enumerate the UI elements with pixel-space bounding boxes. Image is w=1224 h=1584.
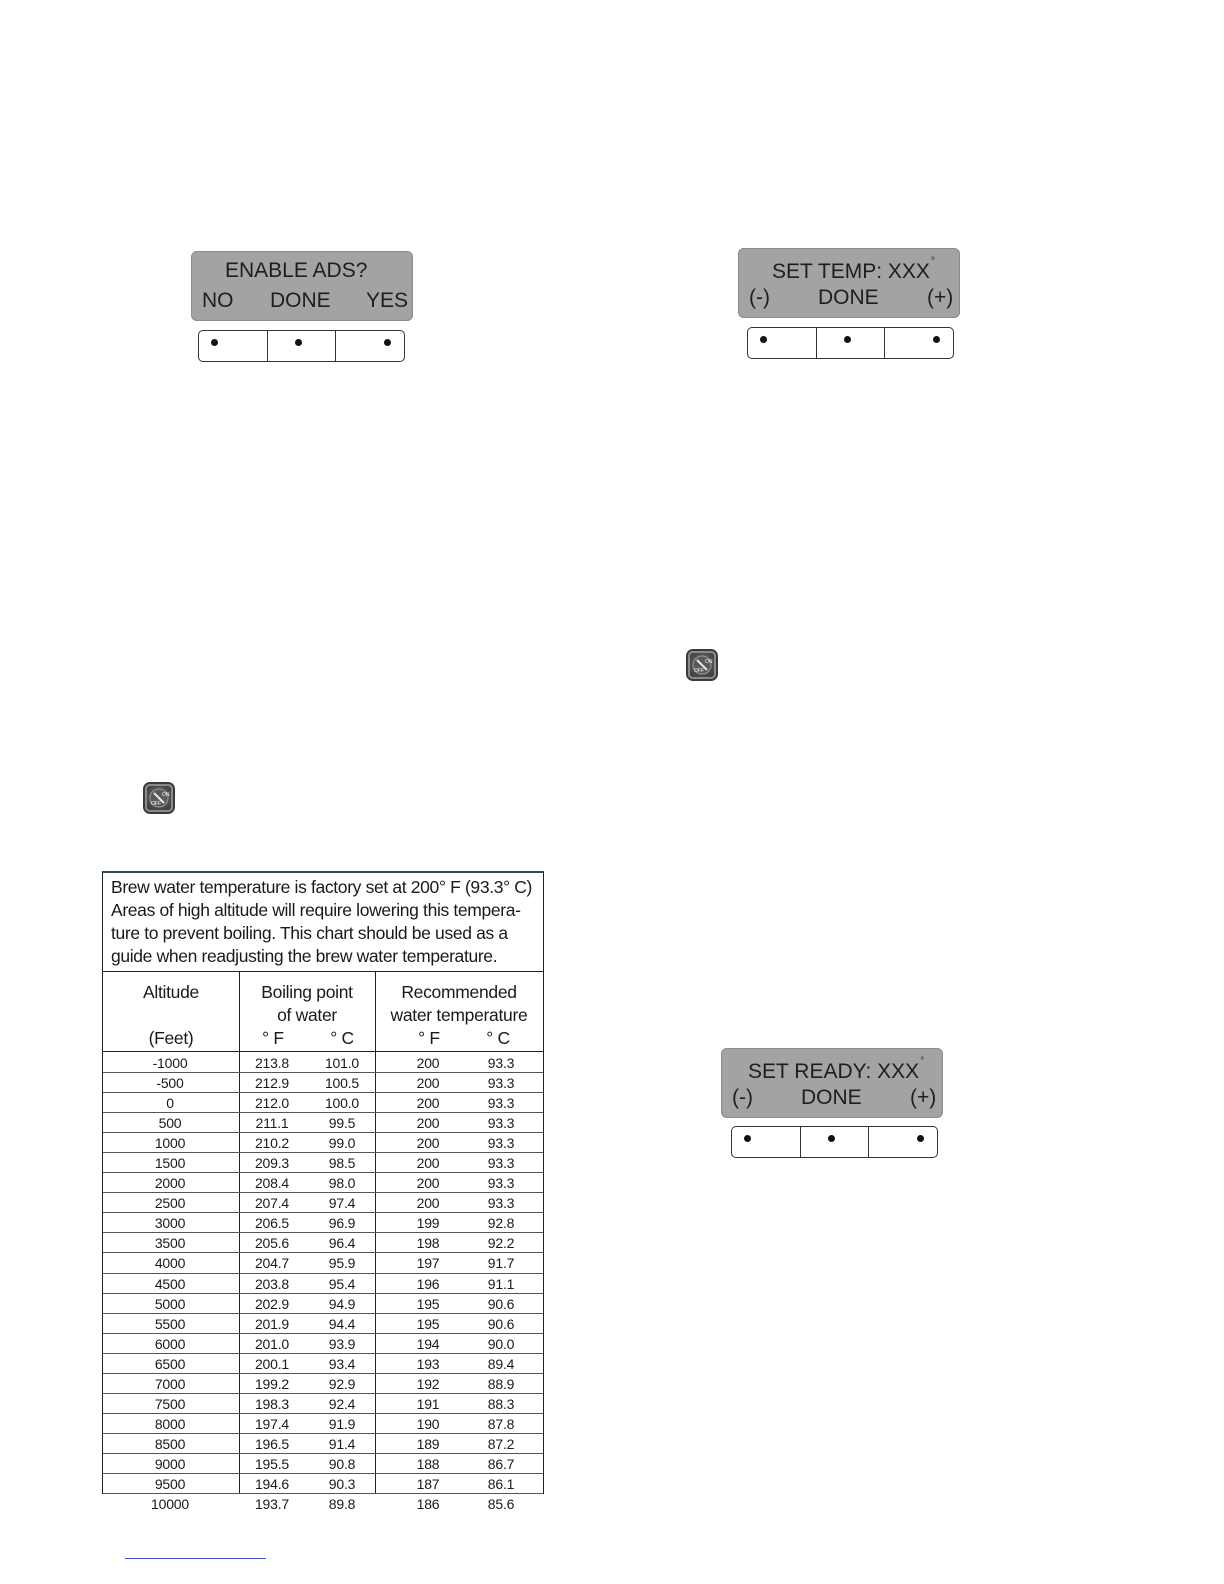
altitude-unit: (Feet) bbox=[148, 1028, 194, 1048]
altitude-cell: 6000 bbox=[154, 1335, 186, 1352]
boiling-c-cell: 92.4 bbox=[328, 1395, 356, 1412]
lcd-right-option: YES bbox=[366, 289, 409, 312]
altitude-cell: 4000 bbox=[154, 1255, 186, 1272]
boiling-f-cell: 200.1 bbox=[254, 1355, 290, 1372]
table-row bbox=[103, 1354, 543, 1374]
boiling-f-cell: 195.5 bbox=[254, 1455, 290, 1472]
recommended-c-cell: 92.8 bbox=[487, 1215, 515, 1232]
boiling-c-cell: 90.8 bbox=[328, 1455, 356, 1472]
table-row bbox=[103, 1414, 543, 1434]
boiling-c-cell: 100.0 bbox=[324, 1095, 360, 1112]
recommended-c-cell: 85.6 bbox=[487, 1496, 515, 1513]
table-row bbox=[103, 1334, 543, 1354]
lcd-button-bar-set-ready bbox=[731, 1126, 938, 1158]
recommended-c-cell: 88.3 bbox=[487, 1395, 515, 1412]
boiling-c-header: ° C bbox=[330, 1028, 354, 1048]
boiling-c-cell: 97.4 bbox=[328, 1195, 356, 1212]
table-row bbox=[103, 1394, 543, 1414]
recommended-c-cell: 87.8 bbox=[487, 1415, 515, 1432]
degree-symbol: ° bbox=[920, 1056, 925, 1067]
table-row bbox=[103, 1474, 543, 1494]
lcd-display-set-ready bbox=[721, 1048, 943, 1118]
recommended-c-cell: 93.3 bbox=[487, 1055, 515, 1071]
boiling-f-header: ° F bbox=[262, 1028, 284, 1048]
center-button[interactable] bbox=[268, 331, 337, 361]
center-button[interactable] bbox=[801, 1127, 870, 1157]
recommended-f-cell: 191 bbox=[416, 1395, 440, 1412]
recommended-f-cell: 200 bbox=[416, 1155, 440, 1172]
boiling-c-cell: 94.4 bbox=[328, 1315, 356, 1332]
boiling-f-cell: 203.8 bbox=[254, 1275, 290, 1292]
recommended-c-cell: 92.2 bbox=[487, 1235, 515, 1252]
recommended-f-cell: 188 bbox=[416, 1455, 440, 1472]
recommended-c-cell: 93.3 bbox=[487, 1095, 515, 1112]
boiling-c-cell: 96.4 bbox=[328, 1235, 356, 1252]
table-row bbox=[103, 1133, 543, 1153]
table-row bbox=[103, 1274, 543, 1294]
recommended-f-cell: 200 bbox=[416, 1135, 440, 1152]
table-note: Brew water temperature is factory set at 200° F (93.3° C) Areas of high altitude will require lowering this tempera- ture to prevent boiling. This chart should be used as a guide when readjusting the brew water temperature. bbox=[111, 877, 533, 966]
table-row bbox=[103, 1314, 543, 1334]
table-body bbox=[103, 1053, 543, 1513]
boiling-c-cell: 89.8 bbox=[328, 1496, 356, 1513]
boiling-f-cell: 198.3 bbox=[254, 1395, 290, 1412]
recommended-temp-header: Recommended water temperature bbox=[390, 982, 528, 1025]
altitude-cell: 0 bbox=[166, 1095, 174, 1112]
recommended-f-cell: 189 bbox=[416, 1435, 440, 1452]
boiling-f-cell: 194.6 bbox=[254, 1475, 290, 1492]
table-row bbox=[103, 1374, 543, 1394]
recommended-f-cell: 195 bbox=[416, 1295, 440, 1312]
altitude-cell: 6500 bbox=[154, 1355, 186, 1372]
recommended-f-cell: 197 bbox=[416, 1255, 440, 1272]
boiling-c-cell: 94.9 bbox=[328, 1295, 356, 1312]
recommended-c-cell: 88.9 bbox=[487, 1375, 515, 1392]
lcd-left-option: (-) bbox=[732, 1086, 753, 1109]
altitude-cell: 4500 bbox=[154, 1275, 186, 1292]
lcd-center-option: DONE bbox=[270, 289, 331, 312]
altitude-temperature-table bbox=[102, 871, 544, 1513]
altitude-cell: 3500 bbox=[154, 1235, 186, 1252]
recommended-c-cell: 89.4 bbox=[487, 1355, 515, 1372]
boiling-f-cell: 202.9 bbox=[254, 1295, 290, 1312]
on-label: ON bbox=[705, 659, 713, 665]
recommended-f-cell: 200 bbox=[416, 1195, 440, 1212]
table-row bbox=[103, 1053, 543, 1073]
lcd-display-enable-ads bbox=[191, 251, 413, 321]
recommended-c-cell: 93.3 bbox=[487, 1075, 515, 1092]
right-button[interactable] bbox=[869, 1127, 937, 1157]
recommended-f-header: ° F bbox=[418, 1028, 440, 1048]
on-off-switch-icon bbox=[688, 651, 716, 679]
recommended-c-cell: 91.1 bbox=[487, 1275, 515, 1292]
altitude-cell: 3000 bbox=[154, 1215, 186, 1232]
table-row bbox=[103, 1233, 543, 1253]
lcd-right-option: (+) bbox=[910, 1086, 937, 1109]
left-button[interactable] bbox=[199, 331, 268, 361]
altitude-cell: 5000 bbox=[154, 1295, 186, 1312]
boiling-c-cell: 91.4 bbox=[328, 1435, 356, 1452]
boiling-f-cell: 196.5 bbox=[254, 1435, 290, 1452]
lcd-prompt: SET TEMP: XXX bbox=[772, 260, 930, 283]
recommended-c-cell: 93.3 bbox=[487, 1115, 515, 1132]
recommended-c-cell: 86.1 bbox=[487, 1475, 515, 1492]
table-row bbox=[103, 1073, 543, 1093]
altitude-cell: 7500 bbox=[154, 1395, 186, 1412]
altitude-cell: 1000 bbox=[154, 1135, 186, 1152]
boiling-f-cell: 204.7 bbox=[254, 1255, 290, 1272]
recommended-c-cell: 86.7 bbox=[487, 1455, 515, 1472]
lcd-prompt: SET READY: XXX bbox=[748, 1060, 920, 1083]
altitude-cell: 9000 bbox=[154, 1455, 186, 1472]
table-row bbox=[103, 1213, 543, 1233]
center-button[interactable] bbox=[817, 328, 886, 358]
recommended-c-cell: 91.7 bbox=[487, 1255, 515, 1272]
boiling-f-cell: 208.4 bbox=[254, 1175, 290, 1192]
off-label: OFF bbox=[694, 668, 704, 674]
recommended-f-cell: 194 bbox=[416, 1335, 440, 1352]
link-underline bbox=[125, 1558, 266, 1559]
recommended-f-cell: 195 bbox=[416, 1315, 440, 1332]
altitude-cell: 2500 bbox=[154, 1195, 186, 1212]
boiling-c-cell: 100.5 bbox=[324, 1075, 360, 1092]
left-button[interactable] bbox=[748, 328, 817, 358]
recommended-f-cell: 190 bbox=[416, 1415, 440, 1432]
lcd-right-option: (+) bbox=[927, 286, 954, 309]
right-button[interactable] bbox=[336, 331, 404, 361]
recommended-f-cell: 199 bbox=[416, 1215, 440, 1232]
boiling-c-cell: 93.4 bbox=[328, 1355, 356, 1372]
altitude-cell: -1000 bbox=[152, 1055, 188, 1071]
table-row bbox=[103, 1173, 543, 1193]
table-row bbox=[103, 1253, 543, 1273]
on-off-switch-icon bbox=[145, 784, 173, 812]
recommended-f-cell: 192 bbox=[416, 1375, 440, 1392]
table-row bbox=[103, 1454, 543, 1474]
altitude-cell: 8000 bbox=[154, 1415, 186, 1432]
recommended-f-cell: 187 bbox=[416, 1475, 440, 1492]
recommended-c-cell: 90.6 bbox=[487, 1295, 515, 1312]
left-button[interactable] bbox=[732, 1127, 801, 1157]
altitude-cell: 7000 bbox=[154, 1375, 186, 1392]
table-row bbox=[103, 1193, 543, 1213]
recommended-c-cell: 93.3 bbox=[487, 1135, 515, 1152]
recommended-f-cell: 196 bbox=[416, 1275, 440, 1292]
boiling-c-cell: 96.9 bbox=[328, 1215, 356, 1232]
boiling-c-cell: 95.4 bbox=[328, 1275, 356, 1292]
recommended-f-cell: 200 bbox=[416, 1055, 440, 1071]
boiling-f-cell: 193.7 bbox=[254, 1496, 290, 1513]
boiling-c-cell: 98.0 bbox=[328, 1175, 356, 1192]
altitude-cell: 8500 bbox=[154, 1435, 186, 1452]
table-row bbox=[103, 1434, 543, 1454]
boiling-f-cell: 199.2 bbox=[254, 1375, 290, 1392]
boiling-c-cell: 91.9 bbox=[328, 1415, 356, 1432]
recommended-f-cell: 193 bbox=[416, 1355, 440, 1372]
recommended-f-cell: 200 bbox=[416, 1075, 440, 1092]
altitude-cell: 2000 bbox=[154, 1175, 186, 1192]
lcd-left-option: NO bbox=[202, 289, 234, 312]
boiling-c-cell: 101.0 bbox=[324, 1055, 360, 1071]
lcd-button-bar-enable-ads bbox=[198, 330, 405, 362]
boiling-f-cell: 212.0 bbox=[254, 1095, 290, 1112]
boiling-f-cell: 206.5 bbox=[254, 1215, 290, 1232]
altitude-cell: 1500 bbox=[154, 1155, 186, 1172]
altitude-cell: 500 bbox=[158, 1115, 182, 1132]
lcd-center-option: DONE bbox=[818, 286, 879, 309]
lcd-left-option: (-) bbox=[749, 286, 770, 309]
recommended-c-cell: 93.3 bbox=[487, 1155, 515, 1172]
boiling-c-cell: 95.9 bbox=[328, 1255, 356, 1272]
boiling-f-cell: 207.4 bbox=[254, 1195, 290, 1212]
boiling-c-cell: 92.9 bbox=[328, 1375, 356, 1392]
on-label: ON bbox=[162, 792, 170, 798]
table-row bbox=[103, 1093, 543, 1113]
altitude-cell: -500 bbox=[156, 1075, 184, 1092]
lcd-center-option: DONE bbox=[801, 1086, 862, 1109]
boiling-f-cell: 213.8 bbox=[254, 1055, 290, 1071]
lcd-display-set-temp bbox=[738, 248, 960, 318]
boiling-c-cell: 90.3 bbox=[328, 1475, 356, 1492]
recommended-c-cell: 93.3 bbox=[487, 1175, 515, 1192]
boiling-point-header: Boiling point of water bbox=[261, 982, 353, 1025]
altitude-cell: 9500 bbox=[154, 1475, 186, 1492]
recommended-c-header: ° C bbox=[486, 1028, 510, 1048]
boiling-f-cell: 211.1 bbox=[255, 1115, 289, 1132]
off-label: OFF bbox=[151, 801, 161, 807]
boiling-f-cell: 201.0 bbox=[254, 1335, 290, 1352]
degree-symbol: ° bbox=[930, 256, 935, 267]
lcd-prompt: ENABLE ADS? bbox=[225, 259, 368, 282]
boiling-f-cell: 209.3 bbox=[254, 1155, 290, 1172]
boiling-f-cell: 210.2 bbox=[254, 1135, 290, 1152]
boiling-c-cell: 99.0 bbox=[328, 1135, 356, 1152]
table-row bbox=[103, 1113, 543, 1133]
recommended-f-cell: 198 bbox=[416, 1235, 440, 1252]
recommended-f-cell: 200 bbox=[416, 1115, 440, 1132]
recommended-c-cell: 90.6 bbox=[487, 1315, 515, 1332]
recommended-c-cell: 90.0 bbox=[487, 1335, 515, 1352]
boiling-c-cell: 99.5 bbox=[328, 1115, 356, 1132]
recommended-c-cell: 93.3 bbox=[487, 1195, 515, 1212]
table-row bbox=[103, 1494, 543, 1513]
boiling-f-cell: 205.6 bbox=[254, 1235, 290, 1252]
right-button[interactable] bbox=[885, 328, 953, 358]
recommended-c-cell: 87.2 bbox=[487, 1435, 515, 1452]
boiling-c-cell: 93.9 bbox=[328, 1335, 356, 1352]
altitude-cell: 10000 bbox=[151, 1496, 189, 1513]
recommended-f-cell: 200 bbox=[416, 1175, 440, 1192]
altitude-cell: 5500 bbox=[154, 1315, 186, 1332]
recommended-f-cell: 200 bbox=[416, 1095, 440, 1112]
boiling-c-cell: 98.5 bbox=[328, 1155, 356, 1172]
table-row bbox=[103, 1153, 543, 1173]
boiling-f-cell: 201.9 bbox=[254, 1315, 290, 1332]
boiling-f-cell: 197.4 bbox=[254, 1415, 290, 1432]
altitude-header: Altitude bbox=[143, 982, 199, 1002]
lcd-button-bar-set-temp bbox=[747, 327, 954, 359]
recommended-f-cell: 186 bbox=[416, 1496, 440, 1513]
boiling-f-cell: 212.9 bbox=[254, 1075, 290, 1092]
table-row bbox=[103, 1294, 543, 1314]
